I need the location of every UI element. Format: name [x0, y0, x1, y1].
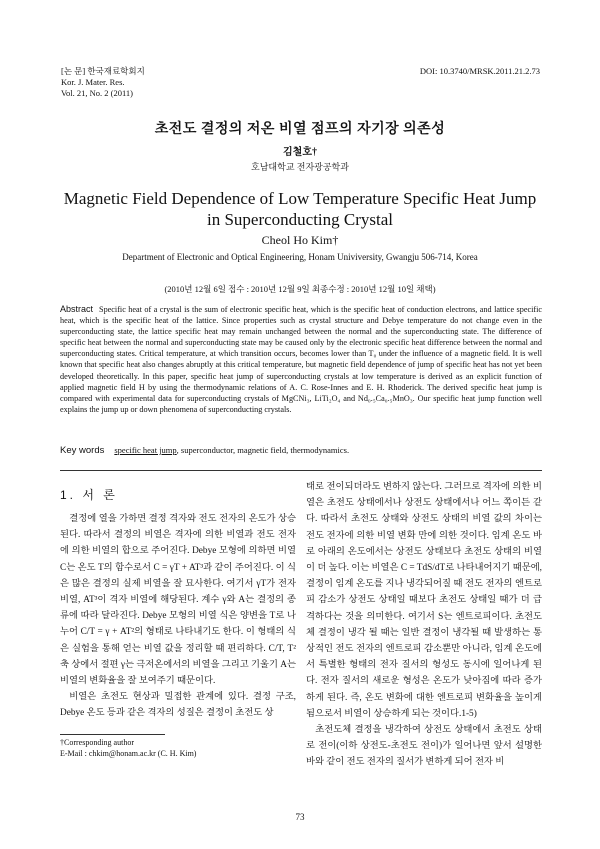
- submission-dates: (2010년 12월 6일 접수 : 2010년 12월 9일 최종수정 : 2010년 12월 10일 채택): [164, 284, 436, 294]
- author-english: Cheol Ho Kim†: [261, 233, 339, 247]
- body-paragraph: 결정에 열을 가하면 결정 격자와 전도 전자의 온도가 상승된다. 따라서 결정의 비열은 격자에 의한 비열과 전도 전자에 의한 비열의 합으로 주어진다. Debye 모형에 의하면 비열 C는 온도 T의 함수로서 C = γT + AT³과 같이 주어진다. 이 식은 많은 결정의 실제 비열을 잘 묘사한다. 여기서 γT가 전자 비열, AT³이 격자 비열에 해당된다. 계수 γ와 A는 결정의 종류에 따라 달라진다. Debye 모형의 비열 식은 양변을 T로 나누어 C/T = γ + AT²의 형태로 나타내기도 한다. 이 형태의 식은 실험을 통해 얻는 비열 값을 정리할 때 편리하다. C/T, T²축 상에서 절편 γ는 극저온에서의 비열을 그리고 기울기 A는 비열의 변화율을 잘 보여주기 때문이다.: [60, 514, 296, 687]
- author-korean: 김철호†: [283, 147, 317, 158]
- title-korean: 초전도 결정의 저온 비열 점프의 자기장 의존성: [154, 122, 446, 137]
- affiliation-korean: 호남대학교 전자광공학과: [251, 162, 349, 172]
- section-divider: [60, 470, 542, 471]
- keywords: [60, 445, 542, 456]
- body-column-left: [60, 511, 296, 722]
- abstract-text: Specific heat of a crystal is the sum of electronic specific heat, which is the specific heat of conduction electrons, and lattice specific heat, which is the specific heat of the lattice. Since properties such as crystal structure and Debye temperature do not change even in the superconducting state, the lattice specific heat may remain unchanged between the normal and the superconducting state. The difference of specific heat between the normal and superconducting state may be caused only by the electronic specific heat difference between the normal and superconducting states. Critical temperature, at which transition occurs, becomes lower than T₀ under the influence of a magnetic field. It is well known that specific heat also changes abruptly at this critical temperature, but magnetic field dependence of jump of specific heat has not yet been developed theoretically. In this paper, specific heat jump of superconducting crystals at low temperature is derived as an explicit function of applied magnetic field H by using the thermodynamic relations of A. C. Rose-Innes and E. H. Rhoderick. The derived specific heat jump is compared with experimental data for superconducting crystals of MgCNi₃, LiTi₂O₄ and Nd₀.₅Ca₀.₅MnO₃. Our specific heat jump function well explains the jump up or down phenomena of superconducting crystals.: [60, 305, 542, 414]
- body-paragraph: 비열은 초전도 현상과 밀접한 관계에 있다. 결정 구조, Debye 온도 등과 같은 격자의 성질은 결정이 초전도 상: [60, 692, 296, 719]
- title-english: Magnetic Field Dependence of Low Temperature Specific Heat Jump in Superconducting Crystal: [63, 189, 537, 229]
- abstract: [60, 304, 542, 415]
- affiliation-english: Department of Electronic and Optical Engineering, Honam Univiversity, Gwangju 506-714, Korea: [122, 252, 478, 262]
- keywords-label: Key words: [60, 445, 105, 456]
- journal-name-ko: [논 문] 한국재료학회지: [61, 66, 145, 76]
- section-heading: 1. 서 론: [60, 488, 118, 502]
- keyword-first: specific heat jump: [114, 445, 177, 455]
- keywords-rest: , superconductor, magnetic field, thermodynamics.: [176, 445, 350, 455]
- abstract-label: Abstract: [60, 304, 94, 314]
- body-column-right: [306, 479, 542, 771]
- journal-name-en: Kor. J. Mater. Res.: [61, 77, 125, 87]
- page-number: 73: [295, 812, 305, 822]
- journal-volume: Vol. 21, No. 2 (2011): [61, 88, 134, 98]
- journal-header: [61, 66, 145, 99]
- footnote-email: E-Mail : chkim@honam.ac.kr (C. H. Kim): [60, 749, 197, 758]
- footnote-corresponding: †Corresponding author: [60, 738, 134, 747]
- footnote: [60, 737, 196, 759]
- doi: DOI: 10.3740/MRSK.2011.21.2.73: [419, 66, 540, 76]
- body-paragraph: 태로 전이되더라도 변하지 않는다. 그러므로 격자에 의한 비열은 초전도 상태에서나 상전도 상태에서나 어느 쪽이든 같다. 따라서 초전도 상태와 상전도 상태의 비열 값의 차이는 전도 전자에 의한 비열 변화 만에 의한 것이다. 임계 온도 바로 아래의 온도에서는 상전도 상태보다 초전도 상태의 비열이 더 높다. 이는 비열은 C = TdS/dT로 나타내어지기 때문에, 결정이 임계 온도를 지나 냉각되어질 때 전도 전자의 엔트로피 감소가 상전도 상태일 때보다 초전도 상태일 때가 더 급격하다는 것을 의미한다. 여기서 S는 엔트로피이다. 초전도체 결정이 냉각 될 때는 일반 결정이 냉각될 때 발생하는 통상적인 전도 전자의 엔트로피 감소뿐만 아니라, 임계 온도에서 특별한 형태의 전자 질서의 형성도 동시에 일어나게 된다. 전자 질서의 새로운 형성은 온도가 낮아짐에 따라 증가하게 된다. 즉, 온도 변화에 대한 엔트로피 변화율을 높이게 됨으로서 비열이 상승하게 되는 것이다.1-5): [306, 482, 542, 719]
- footnote-rule: [60, 734, 165, 735]
- body-paragraph: 초전도체 결정을 냉각하여 상전도 상태에서 초전도 상태로 전이(이하 상전도-초전도 전이)가 일어나면 앞서 설명한 바와 같이 전도 전자의 질서가 변하게 되어 전자 비: [306, 725, 542, 768]
